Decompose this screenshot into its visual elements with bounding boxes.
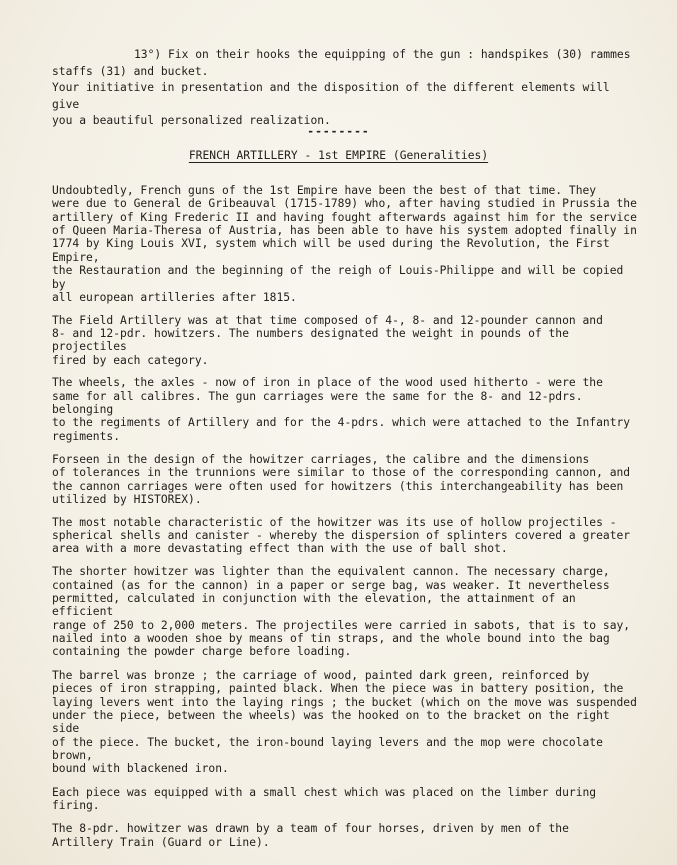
paragraph-ammunition-chest: Each piece was equipped with a small chest which was placed on the limber during firing.	[52, 785, 597, 812]
paragraph-shorter-howitzer: The shorter howitzer was lighter than the equivalent cannon. The necessary charge, contained (as for the cannon) in a paper or serge bag, was weaker. It nevertheless permitted, calculated in conjunction with the elevation, the attainment of an efficient range of 250 to 2,000 meters. The projectiles were carried in sabots, that is to say, nailed into a wooden shoe by means of tin straps, and the whole bound into the bag containing the powder charge before loading.	[52, 565, 631, 659]
paragraph-howitzer-carriages: Forseen in the design of the howitzer carriages, the calibre and the dimensions of tolerances in the trunnions were similar to those of the corresponding cannon, and the cannon carriages were often used for howitzers (this interchangeability has been utilized by HISTOREX).	[52, 452, 631, 507]
intro-line-2: staffs (31) and bucket.	[52, 64, 209, 78]
paragraph-barrel-carriage: The barrel was bronze ; the carriage of wood, painted dark green, reinforced by pieces of iron strapping, painted black. When the piece was in battery position, the laying levers went into the laying rings ; the bucket (which on the move was suspended under the piece, between the wheels) was the hooked on to the bracket on the right side of the piece. The bucket, the iron-bound laying levers and the mop were chocolate brown, bound with blackened iron.	[52, 668, 637, 776]
paragraph-hollow-projectiles: The most notable characteristic of the howitzer was its use of hollow projectiles - spherical shells and canister - whereby the dispersion of splinters covered a greater area with a more devastating effect than with the use of ball shot.	[52, 515, 631, 556]
paragraph-gribeauval: Undoubtedly, French guns of the 1st Empire have been the best of that time. They were due to General de Gribeauval (1715-1789) who, after having studied in Prussia the artillery of King Frederic II and having fought afterwards against him for the service of Queen Maria-Theresa of Austria, has been able to have his system adopted finally in 1774 by King Louis XVI, system which will be used during the Revolution, the First Empire, the Restauration and the beginning of the reigh of Louis-Philippe and will be copied by all european artilleries after 1815.	[52, 184, 637, 304]
section-divider: --------	[307, 125, 370, 138]
paragraph-wheels-axles: The wheels, the axles - now of iron in place of the wood used hitherto - were the same for all calibres. The gun carriages were the same for the 8- and 12-pdrs. belonging to the regiments of Artillery and for the 4-pdrs. which were attached to the Infantry regiments.	[52, 376, 631, 443]
intro-line-1: 13°) Fix on their hooks the equipping of the gun : handspikes (30) rammes	[134, 48, 631, 61]
section-heading-text: FRENCH ARTILLERY - 1st EMPIRE (Generalities)	[188, 149, 489, 162]
intro-note-line-1: Your initiative in presentation and the disposition of the different elements will give	[52, 81, 610, 111]
intro-note-line-2: you a beautiful personalized realization.	[52, 114, 331, 128]
intro-note	[52, 80, 642, 130]
intro-instruction	[52, 47, 642, 80]
paragraph-horse-team: The 8-pdr. howitzer was drawn by a team of four horses, driven by men of the Artillery Train (Guard or Line).	[52, 822, 569, 849]
section-heading	[0, 148, 677, 165]
paragraph-field-artillery: The Field Artillery was at that time composed of 4-, 8- and 12-pounder cannon and 8- and 12-pdr. howitzers. The numbers designated the weight in pounds of the projectiles fired by each category.	[52, 313, 603, 367]
